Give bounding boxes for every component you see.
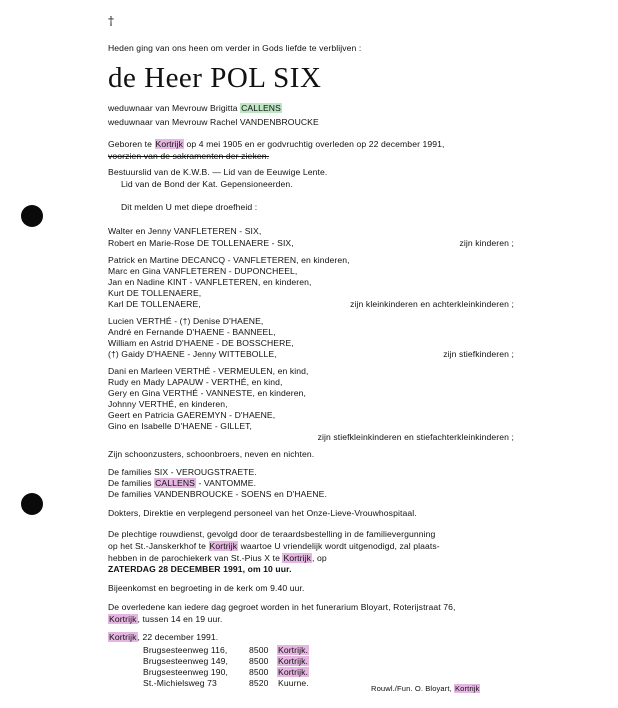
punch-hole-bottom — [21, 493, 43, 515]
stepgrandchild-1: Dani en Marleen VERTHÉ - VERMEULEN, en kind, — [108, 366, 309, 376]
undertaker-line — [371, 684, 480, 694]
viewing-line-2 — [108, 614, 222, 624]
punch-hole-top — [21, 205, 43, 227]
stepgrandchild-4: Johnny VERTHÉ, en kinderen, — [108, 399, 228, 409]
birth-text-b: op 4 mei 1905 en er godvruchtig overleden op 22 december 1991, — [186, 139, 445, 149]
funeral-line-3-b: , op — [312, 553, 327, 563]
funeral-line-2 — [108, 541, 440, 551]
membership-line-1: Bestuurslid van de K.W.B. — Lid van de Eeuwige Lente. — [108, 167, 328, 177]
funeral-date-line: ZATERDAG 28 DECEMBER 1991, om 10 uur. — [108, 564, 292, 574]
stepchild-1: Lucien VERTHÉ - (†) Denise D'HAENE, — [108, 316, 264, 326]
stepchildren-label: zijn stiefkinderen ; — [443, 349, 514, 359]
funeral-line-2-a: op het St.-Janskerkhof te — [108, 541, 207, 551]
widower-line-1 — [108, 103, 282, 113]
stepgrandchild-3: Gery en Gina VERTHÉ - VANNESTE, en kinderen, — [108, 388, 306, 398]
deceased-name: de Heer POL SIX — [108, 62, 322, 94]
thanks-line: Dokters, Direktie en verplegend personeel van het Onze-Lieve-Vrouwhospitaal. — [108, 508, 417, 518]
grandchildren-label: zijn kleinkinderen en achterkleinkinderen ; — [350, 299, 514, 309]
highlighted-place: Kortrijk — [109, 632, 137, 642]
highlighted-place: Kortrijk. — [278, 656, 309, 666]
address-zip-4: 8520 — [249, 678, 269, 688]
grandchild-5: Karl DE TOLLENAERE, — [108, 299, 201, 309]
viewing-line-1: De overledene kan iedere dag gegroet worden in het funerarium Bloyart, Roterijstraat 76, — [108, 602, 456, 612]
stepgrandchildren-label: zijn stiefkleinkinderen en stiefachterkleinkinderen ; — [317, 432, 514, 442]
dateline — [108, 632, 218, 642]
inlaws-line: Zijn schoonzusters, schoonbroers, neven en nichten. — [108, 449, 315, 459]
funeral-line-1: De plechtige rouwdienst, gevolgd door de teraardsbestelling in de familievergunning — [108, 529, 436, 539]
grandchild-4: Kurt DE TOLLENAERE, — [108, 288, 202, 298]
funeral-line-3-a: hebben in de parochiekerk van St.-Pius X te — [108, 553, 280, 563]
funeral-line-3 — [108, 553, 327, 563]
widower-prefix: weduwnaar van Mevrouw Brigitta — [108, 103, 238, 113]
birth-text-a: Geboren te — [108, 139, 152, 149]
families-line-1: De families SIX - VEROUGSTRAETE. — [108, 467, 257, 477]
stepchild-3: William en Astrid D'HAENE - DE BOSSCHERE, — [108, 338, 294, 348]
stepchild-2: André en Fernande D'HAENE - BANNEEL, — [108, 327, 276, 337]
gathering-line: Bijeenkomst en begroeting in de kerk om 9.40 uur. — [108, 583, 305, 593]
membership-line-2: Lid van de Bond der Kat. Gepensioneerden. — [121, 179, 293, 189]
highlighted-place: Kortrijk — [155, 139, 184, 149]
birth-line-2: voorzien van de sakramenten der zieken. — [108, 151, 270, 161]
highlighted-place: Kortrijk — [283, 553, 312, 563]
address-city-2 — [277, 656, 309, 666]
families-line-2 — [108, 478, 256, 488]
families-line-3: De families VANDENBROUCKE - SOENS en D'HAENE. — [108, 489, 327, 499]
grandchild-3: Jan en Nadine KINT - VANFLETEREN, en kinderen, — [108, 277, 312, 287]
address-city-1 — [277, 645, 309, 655]
address-street-2: Brugsesteenweg 149, — [143, 656, 229, 666]
funeral-line-2-b: waartoe U vriendelijk wordt uitgenodigd, zal plaats- — [240, 541, 440, 551]
children-name-1: Walter en Jenny VANFLETEREN - SIX, — [108, 226, 262, 236]
viewing-line-2-b: , tussen 14 en 19 uur. — [137, 614, 223, 624]
families-line-2-suffix: - VANTOMME. — [198, 478, 257, 488]
stepgrandchild-6: Gino en Isabelle D'HAENE - GILLET, — [108, 421, 253, 431]
address-city-4: Kuurne. — [278, 678, 309, 688]
dateline-date: , 22 december 1991. — [137, 632, 219, 642]
address-zip-1: 8500 — [249, 645, 269, 655]
families-line-2-prefix: De families — [108, 478, 152, 488]
address-zip-3: 8500 — [249, 667, 269, 677]
address-city-3 — [277, 667, 309, 677]
grandchild-1: Patrick en Martine DECANCQ - VANFLETEREN, en kinderen, — [108, 255, 350, 265]
address-street-1: Brugsesteenweg 116, — [143, 645, 228, 655]
cross-icon: † — [108, 14, 114, 28]
undertaker-prefix: Rouwl./Fun. O. Bloyart, — [371, 684, 452, 693]
address-zip-2: 8500 — [249, 656, 269, 666]
children-name-2: Robert en Marie-Rose DE TOLLENAERE - SIX, — [108, 238, 294, 248]
birth-line-1 — [108, 139, 445, 149]
highlighted-name-callens: CALLENS — [241, 103, 281, 113]
highlighted-place: Kortrijk — [209, 541, 238, 551]
stepchild-4: (†) Gaidy D'HAENE - Jenny WITTEBOLLE, — [108, 349, 277, 359]
grief-line: Dit melden U met diepe droefheid : — [121, 202, 258, 212]
intro-line: Heden ging van ons heen om verder in Gods liefde te verblijven : — [108, 43, 362, 53]
highlighted-place: Kortrijk. — [278, 645, 309, 655]
highlighted-place: Kortrijk. — [278, 667, 309, 677]
highlighted-place: Kortrijk — [109, 614, 137, 624]
grandchild-2: Marc en Gina VANFLETEREN - DUPONCHEEL, — [108, 266, 298, 276]
address-street-4: St.-Michielsweg 73 — [143, 678, 217, 688]
address-street-3: Brugsesteenweg 190, — [143, 667, 229, 677]
highlighted-place: Kortrijk — [455, 684, 480, 693]
stepgrandchild-5: Geert en Patricia GAEREMYN - D'HAENE, — [108, 410, 276, 420]
stepgrandchild-2: Rudy en Mady LAPAUW - VERTHÉ, en kind, — [108, 377, 283, 387]
highlighted-name-callens-2: CALLENS — [155, 478, 195, 488]
widower-line-2: weduwnaar van Mevrouw Rachel VANDENBROUCKE — [108, 117, 319, 127]
children-label: zijn kinderen ; — [459, 238, 514, 248]
